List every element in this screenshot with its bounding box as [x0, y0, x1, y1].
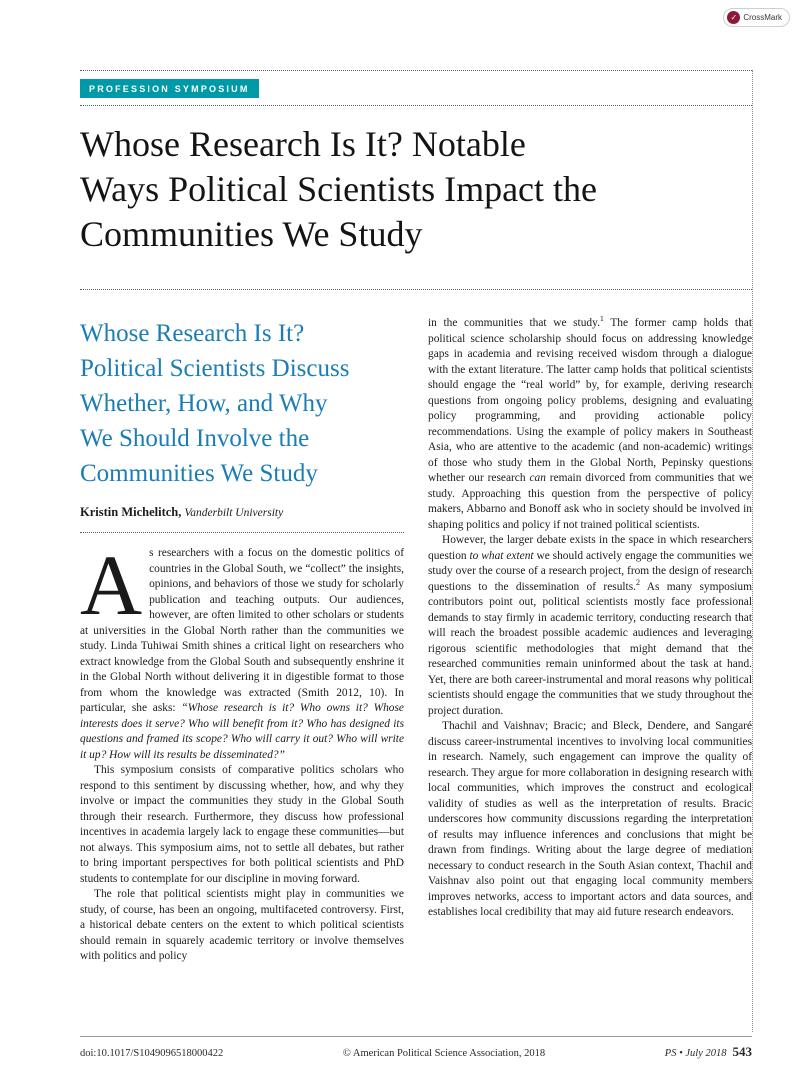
paragraph-text: in the communities that we study.	[428, 317, 600, 329]
heading-line: Political Scientists Discuss	[80, 355, 350, 382]
journal-page-info	[665, 1044, 752, 1060]
paragraph	[428, 316, 752, 533]
article-title-line: Ways Political Scientists Impact the	[80, 169, 598, 209]
footnote-marker-2: 2	[636, 577, 641, 587]
two-column-body	[80, 316, 752, 1038]
section-kicker	[80, 79, 752, 98]
paragraph-text: remain divorced from communities that we study. Approaching this question from the perspective of policy makers, Abbarno and Bonoff ask who in society should be involved in shaping politics and policy if not trained political scientists.	[428, 472, 752, 531]
article-title-line: Whose Research Is It? Notable	[80, 124, 526, 164]
author-affiliation: Vanderbilt University	[184, 507, 284, 519]
paragraph-emphasis: to what extent	[469, 549, 534, 562]
paragraph: The role that political scientists might play in communities we study, of course, has been an ongoing, multifaceted controversy. First, a historical debate centers on the extent to which political scientists should remain in squarely academic territory or involve themselves with politics and policy	[80, 888, 404, 962]
paragraph-text: we should actively engage the communities we study over the course of a research project, from the design of research questions to the dissemination of results.	[428, 549, 752, 593]
heading-line: Whose Research Is It?	[80, 320, 305, 347]
page-number: 543	[732, 1044, 752, 1059]
paragraph-text: The former camp holds that political science scholarship should focus on addressing knowledge gaps in academia and revising received wisdom through a dialogue with the extant literature. The latter camp holds that political scientists should engage the “real world” by, for example, deriving research questions from ongoing policy problems, designing and evaluating policy programming, and providing actionable policy recommendations. Using the example of policy makers in Southeast Asia, who are attentive to the academic (and non-academic) writings of those who study them in the Global North, Pepinsky questions whether our research	[428, 317, 752, 484]
symposium-intro-heading	[80, 316, 404, 491]
top-dotted-rule	[80, 70, 752, 71]
author-byline	[80, 505, 404, 520]
paragraph-text: However, the larger debate exists in the space in which researchers question	[428, 534, 752, 562]
profession-symposium-badge: PROFESSION SYMPOSIUM	[80, 79, 259, 98]
title-dotted-rule	[80, 289, 752, 290]
kicker-dotted-rule	[80, 105, 752, 106]
paragraph-emphasis: can	[529, 472, 546, 484]
paragraph	[428, 533, 752, 719]
paragraph: This symposium consists of comparative politics scholars who respond to this sentiment by discussing whether, how, and why they involve or impact the communities they study in the Global South through their research. Furthermore, they discuss how professional incentives in academia largely lack to engage these communities—but not always. This symposium aims, not to settle all debates, but rather to bring important perspectives for both political scientists and PhD students to contemplate for our discipline in moving forward.	[80, 764, 404, 885]
copyright-text: © American Political Science Association, 2018	[342, 1048, 546, 1059]
paragraph	[80, 537, 404, 763]
author-name: Kristin Michelitch,	[80, 505, 182, 519]
article-title	[80, 122, 752, 257]
author-dotted-rule	[80, 532, 404, 533]
journal-issue-text: PS • July 2018	[664, 1048, 727, 1059]
article-title-line: Communities We Study	[80, 214, 423, 254]
footnote-marker-1: 1	[599, 316, 604, 324]
doi-text: doi:10.1017/S1049096518000422	[80, 1048, 224, 1059]
heading-line: Whether, How, and Why	[80, 390, 328, 417]
left-column-text	[80, 537, 404, 965]
left-column	[80, 316, 404, 1038]
page-content	[80, 0, 752, 1038]
drop-cap: A	[80, 537, 143, 633]
heading-line: Communities We Study	[80, 460, 318, 487]
paragraph-text: As many symposium contributors point out, political scientists mostly face professional demands to stay firmly in academic territory, conducting research that will reach the broadest possible academic audiences and leveraging rigorous scientific methodologies that might demand that the researched communities remain uninformed about the task at hand. Yet, there are both career-instrumental and moral reasons why political scientists should engage the communities that we study throughout the project duration.	[428, 580, 752, 717]
crossmark-label: CrossMark	[743, 13, 782, 22]
paragraph: Thachil and Vaishnav; Bracic; and Bleck, Dendere, and Sangaré discuss career-instrumental incentives to involving local communities in research. Namely, such engagement can improve the quality of research. They argue for more collaboration in designing research with local communities, which improves the construct and ecological validity of studies as well as the interpretation of results. Bracic underscores how community discussions regarding the interpretation of results may influence inferences and conclusions that might be drawn from findings. Writing about the large degree of mediation necessary to conduct research in the South Asian context, Thachil and Vaishnav also point out that engaging local community members improves networks, access to important actors and data sources, and establishes local credibility that may aid future research endeavors.	[428, 720, 752, 918]
paragraph-quote: “Whose research is it? Who owns it? Whose interests does it serve? Who will benefit from it? Who has designed its questions and framed its scope? Who will carry it out? Who will write it up? How will its results be disseminated?”	[80, 702, 404, 761]
page-footer	[80, 1036, 752, 1067]
paragraph-text: s researchers with a focus on the domestic politics of countries in the Global South, we “collect” the insights, opinions, and behaviors of those we study for scholarly publication and teaching outputs. Our audiences, however, are often limited to other scholars or students at universities in the Global North rather than the communities we study. Linda Tuhiwai Smith shines a critical light on researchers who extract knowledge from the Global South and subsequently enshrine it in the Global North without delivering it in digestible format to those from whom the knowledge was extracted (Smith 2012, 10). In particular, she asks:	[80, 547, 404, 714]
right-column	[428, 316, 752, 1038]
right-margin-dotted-rule	[752, 70, 753, 1032]
crossmark-icon: ✓	[727, 11, 740, 24]
right-column-text	[428, 316, 752, 921]
heading-line: We Should Involve the	[80, 425, 310, 452]
